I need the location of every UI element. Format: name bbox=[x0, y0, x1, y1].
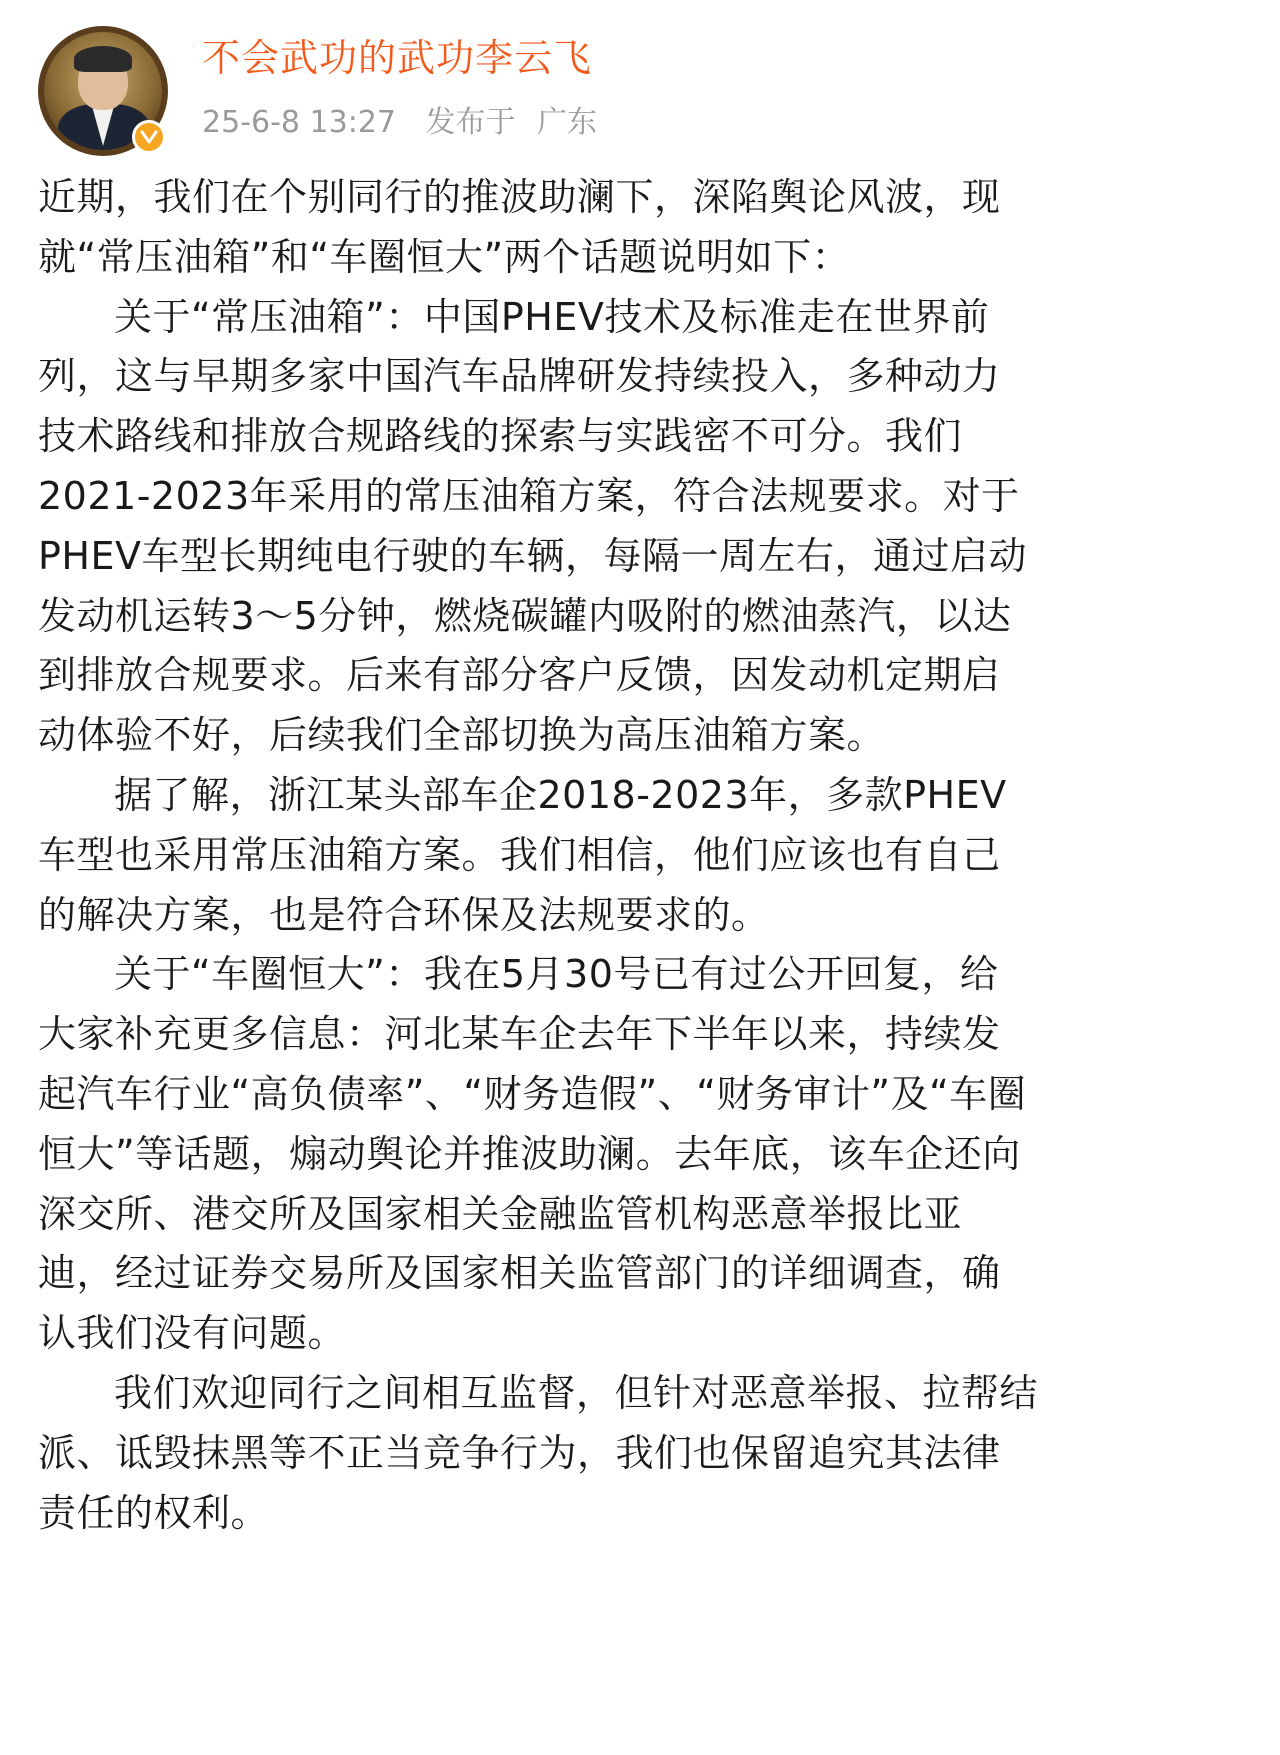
post-paragraph: 我们欢迎同行之间相互监督，但针对恶意举报、拉帮结 派、诋毁抹黑等不正当竞争行为，我们也保留追究其法律 责任的权利。 bbox=[38, 1370, 1039, 1535]
post-paragraph: 近期，我们在个别同行的推波助澜下，深陷舆论风波，现 就“常压油箱”和“车圈恒大”两个话题说明如下： bbox=[38, 175, 1001, 279]
post-body bbox=[38, 168, 1238, 1543]
post-header bbox=[38, 26, 597, 156]
post-subline bbox=[202, 105, 597, 141]
post-paragraph: 据了解，浙江某头部车企2018-2023年，多款PHEV 车型也采用常压油箱方案。我们相信，他们应该也有自己 的解决方案，也是符合环保及法规要求的。 bbox=[38, 772, 1007, 937]
post-timestamp: 25-6-8 13:27 bbox=[202, 105, 396, 140]
post-meta bbox=[202, 36, 598, 141]
author-avatar[interactable] bbox=[38, 26, 168, 156]
location-prefix: 发布于 bbox=[425, 105, 516, 140]
post-location: 广东 bbox=[537, 105, 598, 140]
verified-badge-icon bbox=[132, 120, 166, 154]
post-paragraph: 关于“车圈恒大”：我在5月30号已有过公开回复，给 大家补充更多信息：河北某车企去年下半年以来，持续发 起汽车行业“高负债率”、“财务造假”、“财务审计”及“车圈 恒大”等话题，煽动舆论并推波助澜。去年底，该车企还向 深交所、港交所及国家相关金融监管机构恶意举报比亚 迪，经过证券交易所及国家相关监管部门的详细调查，确 认我们没有问题。 bbox=[38, 952, 1027, 1356]
check-icon bbox=[140, 129, 158, 145]
avatar-hair bbox=[74, 46, 132, 72]
post-paragraph: 关于“常压油箱”：中国PHEV技术及标准走在世界前 列，这与早期多家中国汽车品牌研发持续投入，多种动力 技术路线和排放合规路线的探索与实践密不可分。我们 2021-2023年采用的常压油箱方案，符合法规要求。对于 PHEV车型长期纯电行驶的车辆，每隔一周左右，通过启动 发动机运转3～5分钟，燃烧碳罐内吸附的燃油蒸汽，以达 到排放合规要求。后来有部分客户反馈，因发动机定期启 动体验不好，后续我们全部切换为高压油箱方案。 bbox=[38, 294, 1027, 758]
author-name[interactable]: 不会武功的武功李云飞 bbox=[202, 36, 593, 80]
